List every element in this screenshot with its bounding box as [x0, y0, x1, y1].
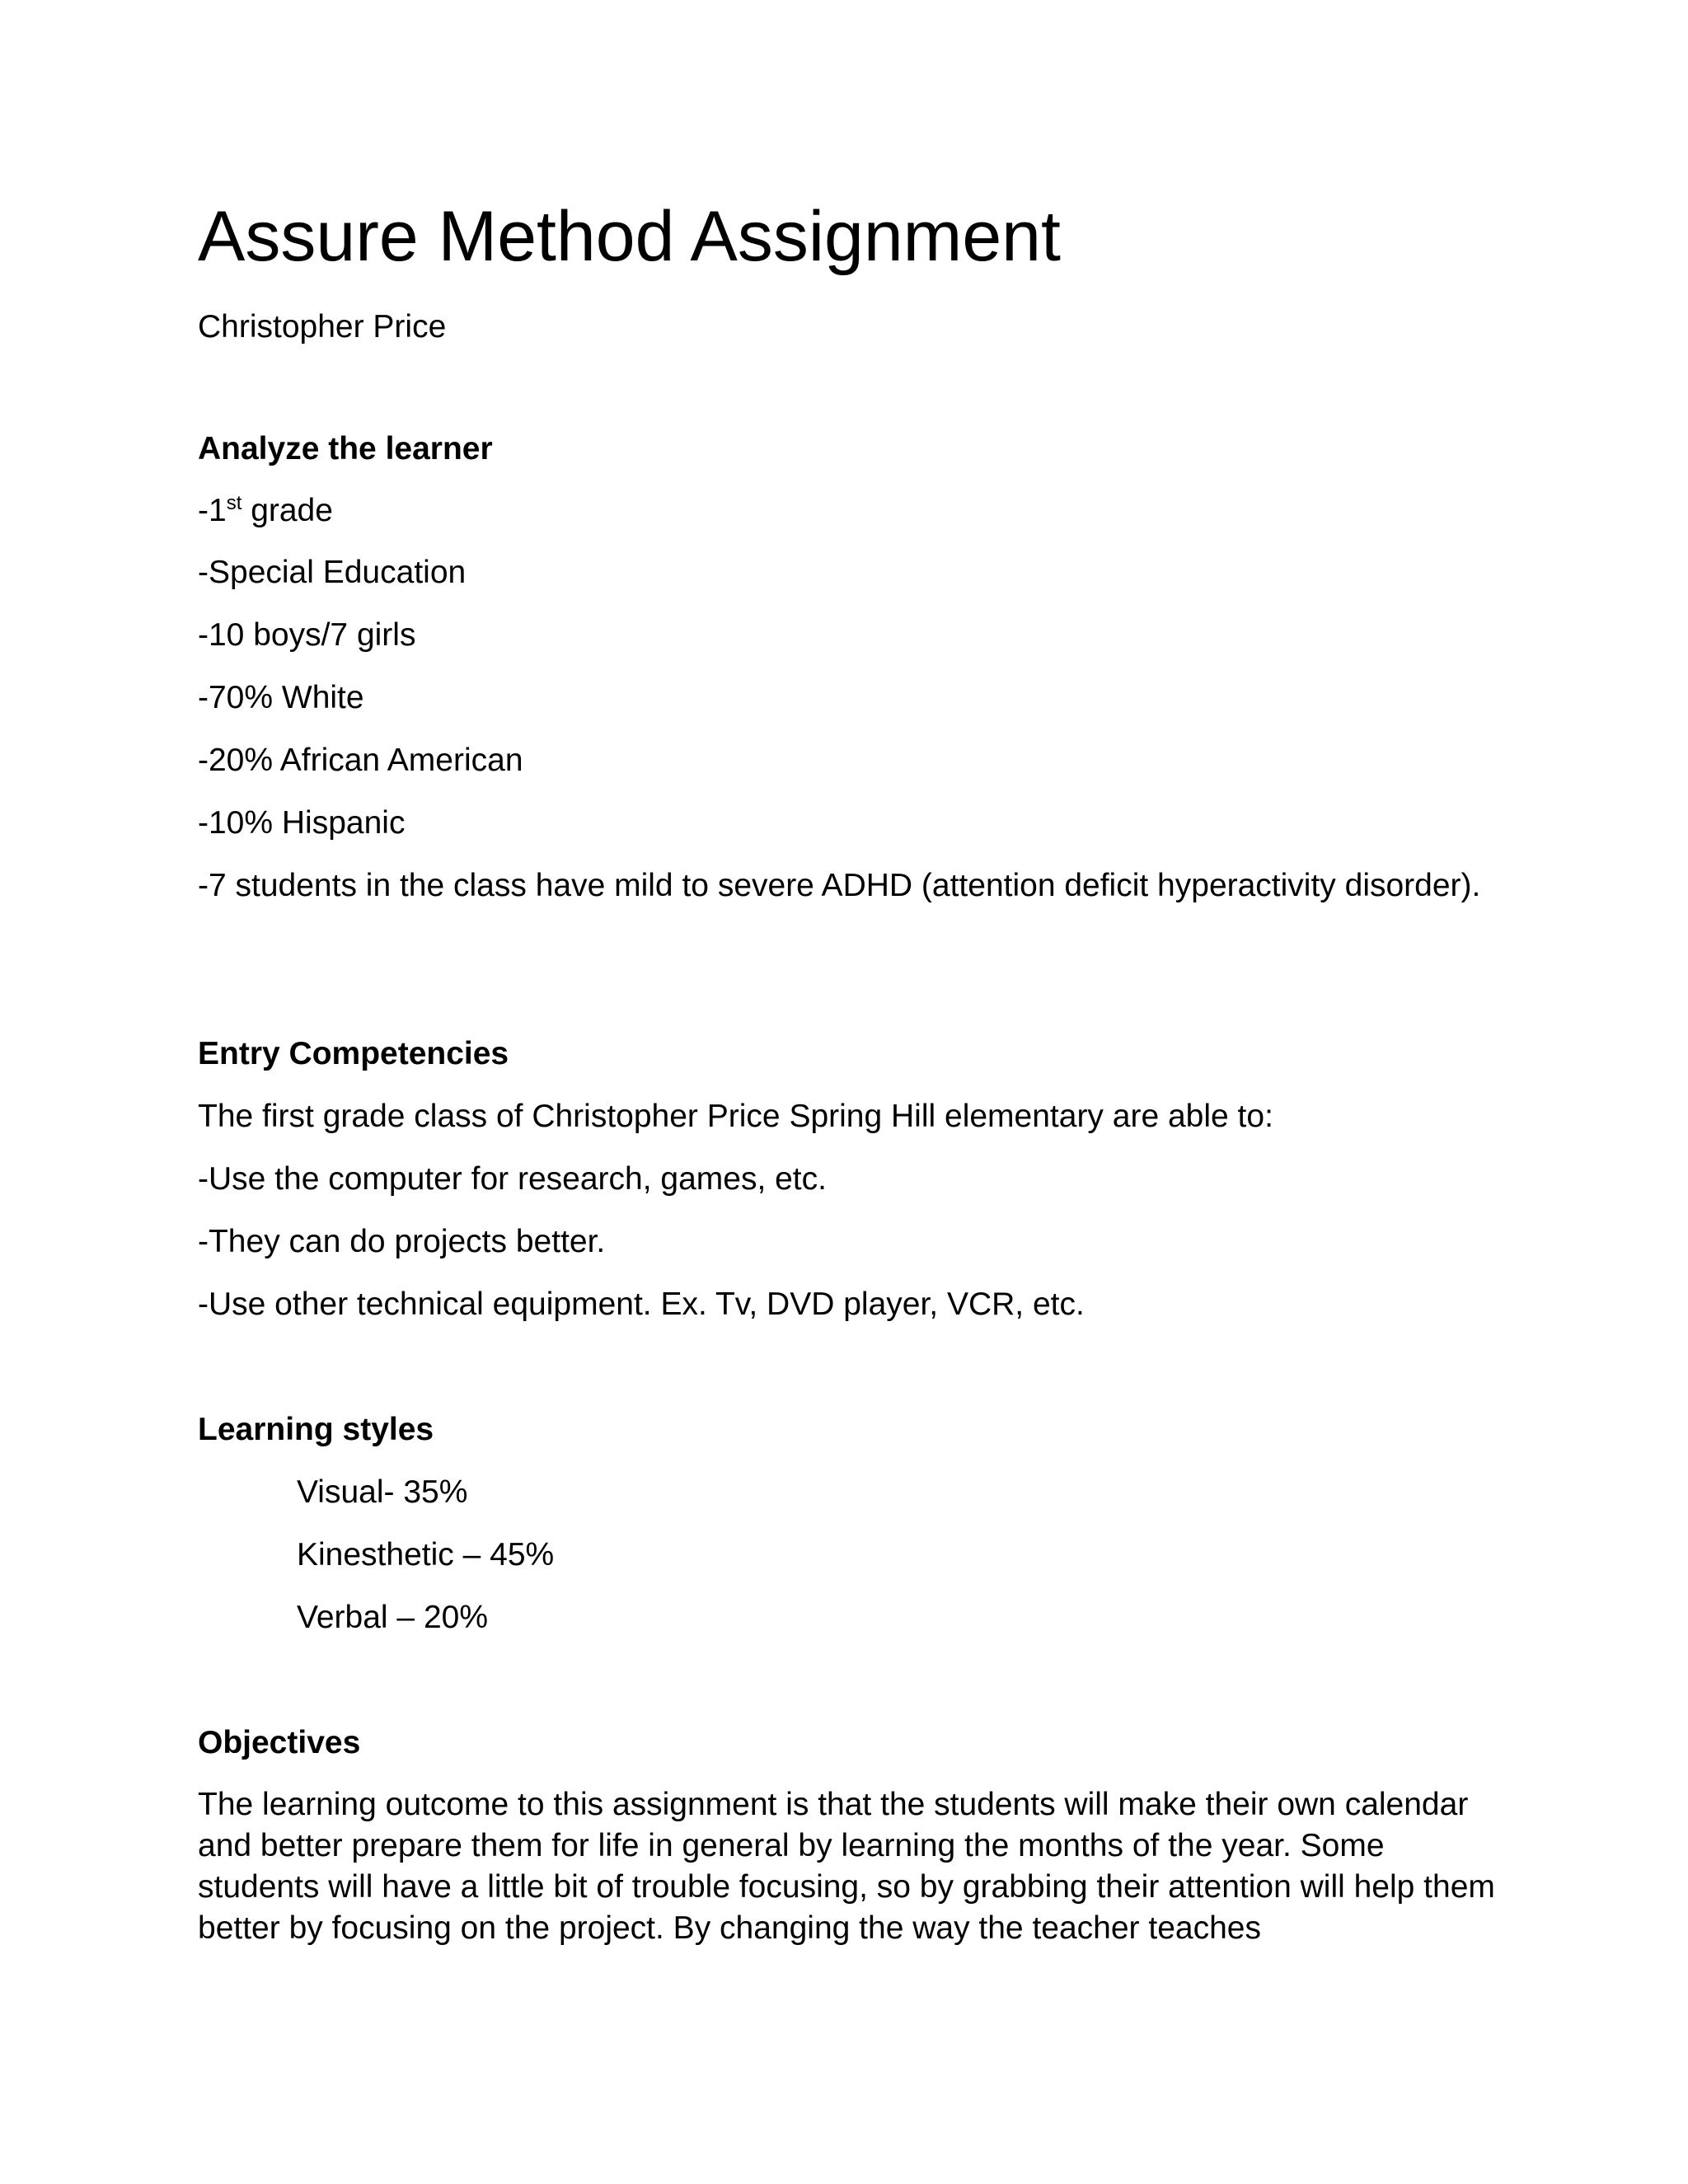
grade-superscript: st — [226, 492, 242, 514]
objectives-heading: Objectives — [198, 1725, 361, 1760]
grade-prefix: -1 — [198, 493, 227, 528]
analyze-heading: Analyze the learner — [198, 431, 493, 466]
learning-styles-heading: Learning styles — [198, 1412, 434, 1447]
entry-competencies-heading: Entry Competencies — [198, 1036, 509, 1071]
list-item: -70% White — [198, 680, 364, 715]
list-item: -Special Education — [198, 555, 467, 590]
learning-style-item: Verbal – 20% — [297, 1600, 489, 1635]
list-item: -Use other technical equipment. Ex. Tv, DVD player, VCR, etc. — [198, 1286, 1085, 1322]
grade-item — [198, 492, 333, 531]
author-name: Christopher Price — [198, 309, 447, 344]
document-title: Assure Method Assignment — [198, 197, 1061, 276]
grade-suffix: grade — [241, 493, 333, 528]
objectives-paragraph: The learning outcome to this assignment is that the students will make their own calendar and better prepare them for life in general by learning the months of the year. Some students will have a little bit of trouble focusing, so by grabbing their attention will help them better by focusing on the project. By changing the way the teacher teaches — [198, 1787, 1495, 1946]
adhd-item: -7 students in the class have mild to severe ADHD (attention deficit hyperactivity disorder). — [198, 868, 1481, 903]
learning-style-item: Visual- 35% — [297, 1474, 468, 1510]
list-item: -10% Hispanic — [198, 805, 406, 841]
learning-style-item: Kinesthetic – 45% — [297, 1537, 555, 1572]
entry-intro: The first grade class of Christopher Price Spring Hill elementary are able to: — [198, 1099, 1273, 1134]
list-item: -They can do projects better. — [198, 1224, 606, 1259]
list-item: -10 boys/7 girls — [198, 617, 416, 653]
list-item: -20% African American — [198, 743, 523, 778]
list-item: -Use the computer for research, games, etc. — [198, 1161, 827, 1197]
